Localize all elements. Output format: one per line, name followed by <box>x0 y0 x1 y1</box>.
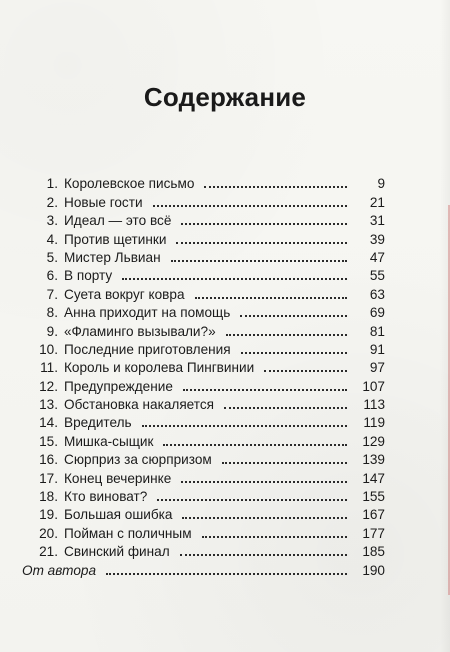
entry-number: 18. <box>39 489 58 505</box>
table-of-contents <box>20 175 385 580</box>
dot-leader <box>226 334 347 336</box>
toc-entry-4 <box>20 230 385 248</box>
toc-entry-18 <box>20 488 385 506</box>
entry-number: 16. <box>39 452 58 468</box>
entry-number: 5. <box>46 249 58 265</box>
entry-page: 39 <box>369 231 385 247</box>
entry-page: 147 <box>362 470 385 486</box>
toc-entry-10 <box>20 341 385 359</box>
entry-title: Анна приходит на помощь <box>64 305 231 321</box>
entry-number: 21. <box>39 544 58 560</box>
toc-entry-19 <box>20 506 385 524</box>
entry-title: Вредитель <box>64 415 132 431</box>
toc-entry-13 <box>20 396 385 414</box>
entry-page: 91 <box>369 341 385 357</box>
entry-title: Мишка-сыщик <box>64 433 154 449</box>
entry-page: 21 <box>369 194 385 210</box>
entry-title: «Фламинго вызывали?» <box>64 323 216 339</box>
entry-title: Королевское письмо <box>64 176 195 192</box>
dot-leader <box>157 499 347 501</box>
entry-number: 15. <box>39 433 58 449</box>
toc-entry-1 <box>20 175 385 193</box>
entry-title: Сюрприз за сюрпризом <box>64 452 212 468</box>
dot-leader <box>264 370 347 372</box>
entry-number: 4. <box>46 231 58 247</box>
entry-page: 177 <box>362 525 385 541</box>
toc-entry-3 <box>20 212 385 230</box>
entry-page: 139 <box>362 452 385 468</box>
toc-entry-20 <box>20 524 385 542</box>
entry-number: 8. <box>46 305 58 321</box>
entry-title: Идеал — это всё <box>64 213 172 229</box>
entry-page: 107 <box>362 378 385 394</box>
dot-leader <box>122 278 347 280</box>
author-entry-title: От автора <box>22 562 97 578</box>
entry-page: 47 <box>369 249 385 265</box>
entry-page: 185 <box>362 544 385 560</box>
entry-number: 20. <box>39 525 58 541</box>
entry-title: Против щетинки <box>64 231 167 247</box>
toc-entry-5 <box>20 249 385 267</box>
dot-leader <box>240 315 347 317</box>
dot-leader <box>202 536 347 538</box>
entry-title: Большая ошибка <box>64 507 173 523</box>
entry-page: 113 <box>363 397 385 413</box>
dot-leader <box>153 205 347 207</box>
entry-page: 129 <box>362 433 385 449</box>
entry-number: 12. <box>39 378 58 394</box>
entry-title: Свинский финал <box>64 544 170 560</box>
entry-page: 81 <box>369 323 385 339</box>
dot-leader <box>183 389 347 391</box>
entry-number: 11. <box>40 360 58 376</box>
toc-entry-2 <box>20 193 385 211</box>
entry-number: 3. <box>46 213 58 229</box>
entry-title: Обстановка накаляется <box>64 397 215 413</box>
toc-entry-21 <box>20 543 385 561</box>
dot-leader <box>181 481 347 483</box>
toc-entry-17 <box>20 469 385 487</box>
toc-entry-16 <box>20 451 385 469</box>
entry-title: Пойман с поличным <box>64 525 192 541</box>
entry-number: 9. <box>46 323 58 339</box>
dot-leader <box>182 517 347 519</box>
entry-page: 9 <box>377 176 385 192</box>
entry-number: 13. <box>39 397 58 413</box>
dot-leader <box>163 444 347 446</box>
entry-number: 6. <box>46 268 58 284</box>
entry-page: 119 <box>363 415 385 431</box>
dot-leader <box>241 352 347 354</box>
dot-leader <box>106 573 347 575</box>
toc-entry-7 <box>20 285 385 303</box>
dot-leader <box>224 407 347 409</box>
entry-number: 19. <box>39 507 58 523</box>
author-entry-page: 190 <box>362 562 385 578</box>
entry-title: Кто виноват? <box>64 489 148 505</box>
toc-entry-author <box>20 561 385 579</box>
toc-entry-11 <box>20 359 385 377</box>
dot-leader <box>171 260 347 262</box>
entry-page: 55 <box>369 268 385 284</box>
entry-title: В порту <box>64 268 113 284</box>
toc-entry-8 <box>20 304 385 322</box>
dot-leader <box>204 186 347 188</box>
dot-leader <box>176 242 347 244</box>
entry-number: 2. <box>46 194 58 210</box>
entry-title: Мистер Львиан <box>64 249 161 265</box>
dot-leader <box>222 462 347 464</box>
entry-page: 63 <box>369 286 385 302</box>
entry-title: Суета вокруг ковра <box>64 286 185 302</box>
toc-entry-14 <box>20 414 385 432</box>
toc-entry-6 <box>20 267 385 285</box>
entry-number: 17. <box>39 470 58 486</box>
entry-number: 10. <box>39 341 58 357</box>
dot-leader <box>142 425 347 427</box>
entry-number: 7. <box>46 286 58 302</box>
entry-page: 69 <box>369 305 385 321</box>
entry-page: 31 <box>369 213 385 229</box>
entry-number: 1. <box>46 176 58 192</box>
entry-page: 167 <box>362 507 385 523</box>
toc-entry-9 <box>20 322 385 340</box>
entry-page: 155 <box>362 489 385 505</box>
toc-entry-15 <box>20 432 385 450</box>
entry-title: Предупреждение <box>64 378 173 394</box>
entry-title: Король и королева Пингвинии <box>64 360 255 376</box>
entry-page: 97 <box>369 360 385 376</box>
entry-title: Конец вечеринке <box>64 470 172 486</box>
dot-leader <box>181 223 347 225</box>
entry-title: Новые гости <box>64 194 143 210</box>
contents-title: Содержание <box>143 82 307 112</box>
toc-entry-12 <box>20 377 385 395</box>
dot-leader <box>195 297 348 299</box>
entry-title: Последние приготовления <box>64 341 231 357</box>
entry-number: 14. <box>39 415 58 431</box>
dot-leader <box>180 554 347 556</box>
